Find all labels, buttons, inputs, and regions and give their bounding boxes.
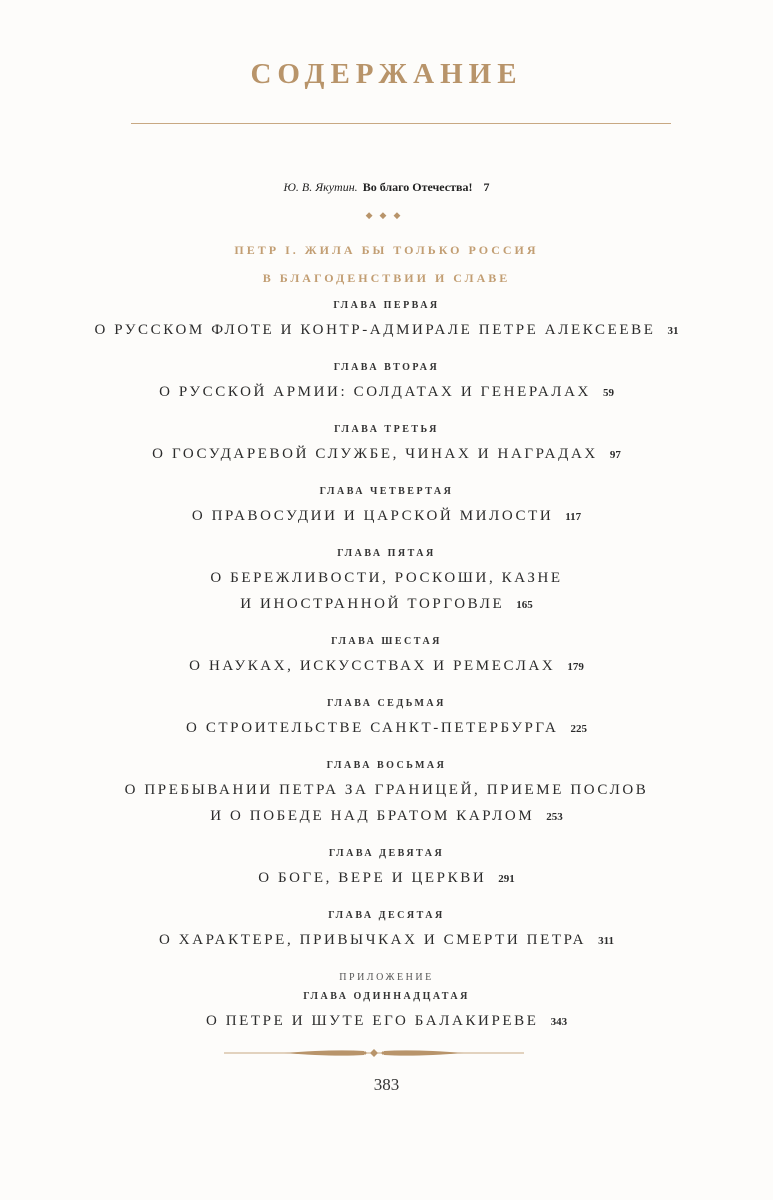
chapter-title: О БЕРЕЖЛИВОСТИ, РОСКОШИ, КАЗНЕ bbox=[210, 570, 563, 586]
chapter-page: 31 bbox=[667, 325, 679, 337]
toc-entry bbox=[0, 696, 773, 740]
chapter-label: ГЛАВА СЕДЬМАЯ bbox=[327, 698, 446, 709]
chapter-label: ГЛАВА ВОСЬМАЯ bbox=[326, 760, 447, 771]
chapter-title: О НАУКАХ, ИСКУССТВАХ И РЕМЕСЛАХ 179 bbox=[189, 658, 584, 674]
chapter-title: О ПЕТРЕ И ШУТЕ ЕГО БАЛАКИРЕВЕ 343 bbox=[205, 1013, 568, 1029]
header-rule bbox=[131, 123, 671, 124]
chapter-title: О ПРЕБЫВАНИИ ПЕТРА ЗА ГРАНИЦЕЙ, ПРИЕМЕ ПОСЛОВ bbox=[124, 782, 649, 798]
chapter-title: О БОГЕ, ВЕРЕ И ЦЕРКВИ 291 bbox=[258, 870, 515, 886]
foreword-page: 7 bbox=[483, 180, 490, 194]
toc-entry bbox=[0, 484, 773, 528]
chapter-label: ГЛАВА ПЯТАЯ bbox=[337, 548, 436, 559]
toc-entry bbox=[0, 634, 773, 678]
chapter-label: ГЛАВА ОДИННАДЦАТАЯ bbox=[303, 991, 470, 1002]
ornament-dots: ◆◆◆ bbox=[365, 210, 408, 220]
chapter-label: ГЛАВА ДЕВЯТАЯ bbox=[328, 848, 445, 859]
toc-entry bbox=[0, 970, 773, 1033]
chapter-page: 253 bbox=[546, 811, 563, 823]
chapter-title-cont: И ИНОСТРАННОЙ ТОРГОВЛЕ 165 bbox=[240, 596, 533, 612]
chapter-page: 117 bbox=[565, 511, 582, 523]
table-of-contents bbox=[0, 298, 773, 1033]
section-title-line2: В БЛАГОДЕНСТВИИ И СЛАВЕ bbox=[262, 271, 511, 285]
chapter-title: О ХАРАКТЕРЕ, ПРИВЫЧКАХ И СМЕРТИ ПЕТРА 311 bbox=[159, 932, 614, 948]
chapter-page: 225 bbox=[570, 723, 587, 735]
appendix-label: ПРИЛОЖЕНИЕ bbox=[339, 972, 434, 983]
chapter-label: ГЛАВА ВТОРАЯ bbox=[333, 362, 440, 373]
toc-entry bbox=[0, 908, 773, 952]
toc-entry bbox=[0, 422, 773, 466]
foreword-author: Ю. В. Якутин. bbox=[283, 180, 358, 194]
chapter-title: О ПРАВОСУДИИ И ЦАРСКОЙ МИЛОСТИ 117 bbox=[191, 508, 582, 524]
chapter-page: 97 bbox=[609, 449, 621, 461]
chapter-title-cont: И О ПОБЕДЕ НАД БРАТОМ КАРЛОМ 253 bbox=[210, 808, 563, 824]
chapter-label: ГЛАВА ТРЕТЬЯ bbox=[334, 424, 439, 435]
chapter-page: 165 bbox=[516, 599, 533, 611]
chapter-label: ГЛАВА ПЕРВАЯ bbox=[333, 300, 440, 311]
ornament-divider bbox=[224, 1046, 524, 1060]
foreword-title: Во благо Отечества! bbox=[362, 180, 473, 194]
page-number: 383 bbox=[373, 1075, 400, 1094]
chapter-page: 291 bbox=[498, 873, 515, 885]
chapter-label: ГЛАВА ДЕСЯТАЯ bbox=[328, 910, 445, 921]
chapter-title: О СТРОИТЕЛЬСТВЕ САНКТ-ПЕТЕРБУРГА 225 bbox=[186, 720, 587, 736]
toc-entry bbox=[0, 758, 773, 828]
section-title-line1: ПЕТР I. ЖИЛА БЫ ТОЛЬКО РОССИЯ bbox=[234, 243, 539, 257]
toc-entry bbox=[0, 846, 773, 890]
chapter-title: О РУССКОМ ФЛОТЕ И КОНТР-АДМИРАЛЕ ПЕТРЕ АЛЕКСЕЕВЕ 31 bbox=[94, 322, 679, 338]
chapter-label: ГЛАВА ШЕСТАЯ bbox=[331, 636, 442, 647]
page-title: СОДЕРЖАНИЕ bbox=[250, 58, 523, 90]
chapter-page: 343 bbox=[550, 1016, 568, 1028]
chapter-title: О ГОСУДАРЕВОЙ СЛУЖБЕ, ЧИНАХ И НАГРАДАХ 97 bbox=[152, 446, 621, 462]
toc-entry bbox=[0, 546, 773, 616]
foreword-entry bbox=[0, 180, 773, 195]
chapter-page: 59 bbox=[602, 387, 614, 399]
chapter-label: ГЛАВА ЧЕТВЕРТАЯ bbox=[319, 486, 454, 497]
chapter-page: 179 bbox=[567, 661, 584, 673]
section-title bbox=[0, 236, 773, 292]
chapter-title: О РУССКОЙ АРМИИ: СОЛДАТАХ И ГЕНЕРАЛАХ 59 bbox=[159, 384, 614, 400]
chapter-page: 311 bbox=[598, 935, 614, 947]
toc-entry bbox=[0, 360, 773, 404]
toc-entry bbox=[0, 298, 773, 342]
